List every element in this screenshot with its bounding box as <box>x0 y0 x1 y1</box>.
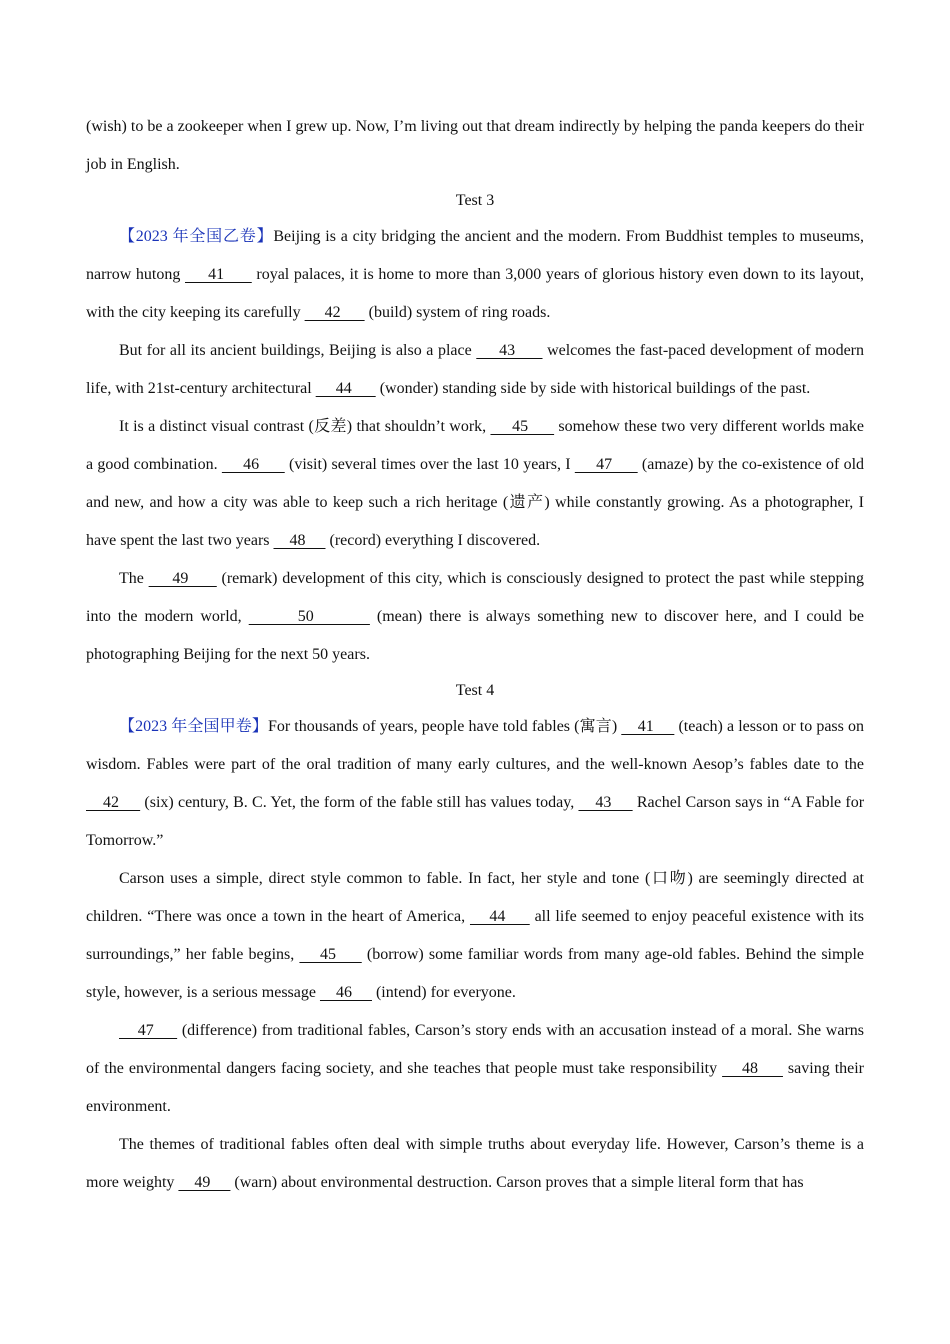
blank-49[interactable]: 49 <box>178 1174 231 1191</box>
test3-paragraph-4: The 49 (remark) development of this city, which is consciously designed to protect the past while stepping into the modern world, 50 (mean) there is always something new to discover here, and I could be photographing Beijing for the next 50 years. <box>86 570 865 663</box>
test4-title: Test 4 <box>455 682 495 699</box>
test4-exam-tag: 【2023 年全国甲卷】 <box>119 718 268 735</box>
test3-paragraph-3: It is a distinct visual contrast (反差) that shouldn’t work, 45 somehow these two very different worlds make a good combination. 46 (visit) several times over the last 10 years, I 47 (amaze) by the co-existence of old and new, and how a city was able to keep such a rich heritage (遗产) while constantly growing. As a photographer, I have spent the last two years 48 (record) everything I discovered. <box>86 418 865 549</box>
blank-48[interactable]: 48 <box>722 1060 783 1077</box>
blank-45[interactable]: 45 <box>299 946 362 963</box>
blank-46[interactable]: 46 <box>319 984 372 1001</box>
test4-paragraph-1: 【2023 年全国甲卷】For thousands of years, people have told fables (寓言) 41 (teach) a lesson or to pass on wisdom. Fables were part of the oral tradition of many early cultures, and the well-known Aesop’s fables date to the 42 (six) century, B. C. Yet, the form of the fable still has values today, 43 Rachel Carson says in “A Fable for Tomorrow.” <box>86 718 865 849</box>
blank-46[interactable]: 46 <box>221 456 285 473</box>
blank-42[interactable]: 42 <box>86 794 141 811</box>
blank-41[interactable]: 41 <box>621 718 675 735</box>
blank-45[interactable]: 45 <box>490 418 555 435</box>
blank-43[interactable]: 43 <box>578 794 633 811</box>
blank-43[interactable]: 43 <box>476 342 543 359</box>
blank-47[interactable]: 47 <box>119 1022 178 1039</box>
blank-47[interactable]: 47 <box>574 456 638 473</box>
blank-44[interactable]: 44 <box>315 380 376 397</box>
test4-paragraph-3: 47 (difference) from traditional fables, Carson’s story ends with an accusation instead of a moral. She warns of the environmental dangers facing society, and she teaches that people must take responsibility 48 saving their environment. <box>86 1022 865 1115</box>
test3-exam-tag: 【2023 年全国乙卷】 <box>119 228 274 245</box>
blank-49[interactable]: 49 <box>148 570 217 587</box>
blank-41[interactable]: 41 <box>185 266 252 283</box>
test3-paragraph-2: But for all its ancient buildings, Beijing is also a place 43 welcomes the fast-paced development of modern life, with 21st-century architectural 44 (wonder) standing side by side with historical buildings of the past. <box>86 342 865 397</box>
intro-paragraph: (wish) to be a zookeeper when I grew up. Now, I’m living out that dream indirectly by helping the panda keepers do their job in English. <box>86 118 864 173</box>
test3-paragraph-1: 【2023 年全国乙卷】Beijing is a city bridging the ancient and the modern. From Buddhist temples to museums, narrow hutong 41 royal palaces, it is home to more than 3,000 years of glorious history even down to its layout, with the city keeping its carefully 42 (build) system of ring roads. <box>86 228 865 321</box>
document-page <box>86 108 864 1202</box>
blank-50[interactable]: 50 <box>248 608 370 625</box>
test4-paragraph-4: The themes of traditional fables often deal with simple truths about everyday life. However, Carson’s theme is a more weighty 49 (warn) about environmental destruction. Carson proves that a simple literal form that has <box>86 1136 864 1191</box>
test3-title: Test 3 <box>455 192 495 209</box>
blank-48[interactable]: 48 <box>273 532 326 549</box>
blank-44[interactable]: 44 <box>469 908 530 925</box>
test4-paragraph-2: Carson uses a simple, direct style common to fable. In fact, her style and tone (口吻) are seemingly directed at children. “There was once a town in the heart of America, 44 all life seemed to enjoy peaceful existence with its surroundings,” her fable begins, 45 (borrow) some familiar words from many age-old fables. Behind the simple style, however, is a serious message 46 (intend) for everyone. <box>86 870 865 1001</box>
blank-42[interactable]: 42 <box>304 304 365 321</box>
